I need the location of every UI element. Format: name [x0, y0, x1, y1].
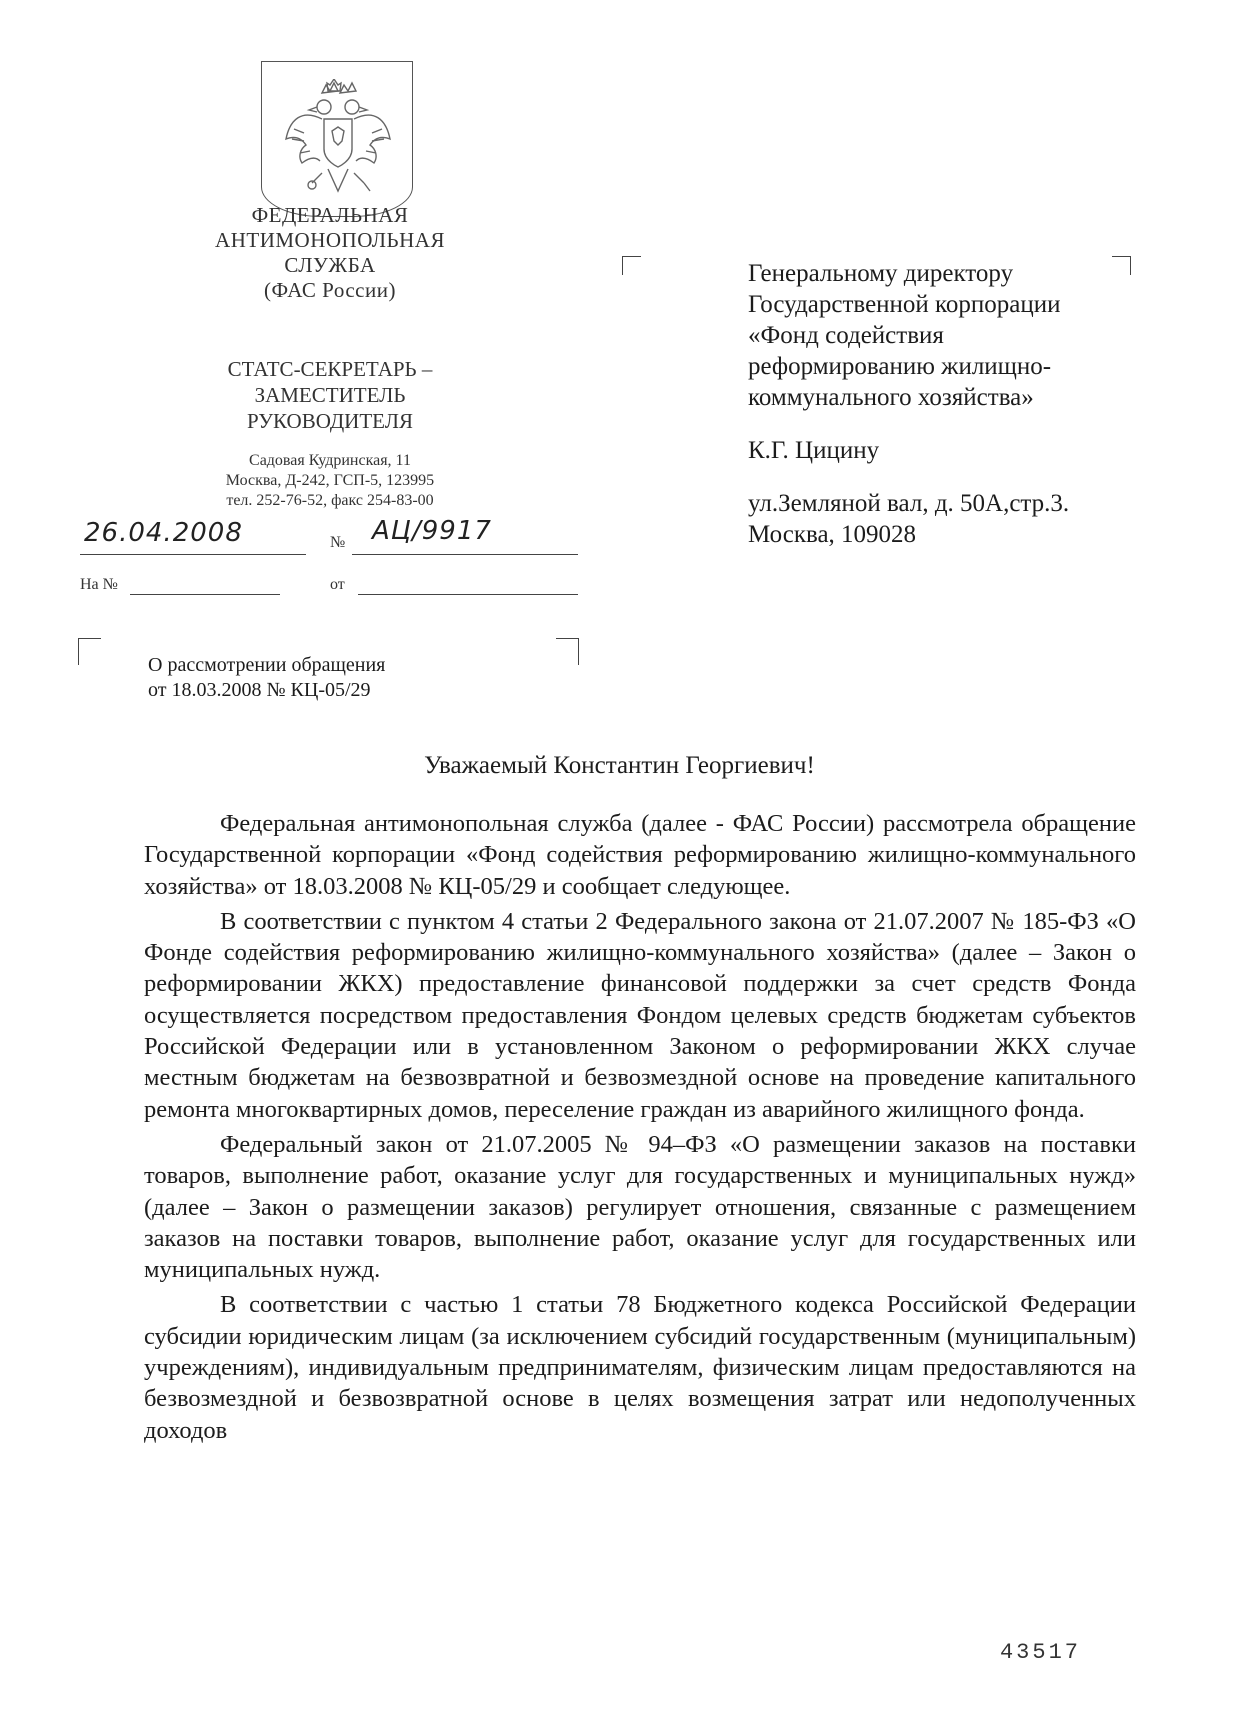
recipient-line: Государственной корпорации	[748, 291, 1061, 318]
subject-line: от 18.03.2008 № КЦ-05/29	[148, 679, 371, 701]
handwritten-number: АЦ/9917	[372, 516, 492, 546]
russian-coat-of-arms-icon	[282, 79, 392, 199]
organization-name	[150, 203, 510, 303]
position-line: РУКОВОДИТЕЛЯ	[247, 409, 413, 433]
subject-corner-top-left	[78, 638, 101, 665]
date-field	[80, 518, 306, 555]
ref-number-label: На №	[80, 576, 118, 593]
address-line: Садовая Кудринская, 11	[249, 452, 411, 469]
org-address	[150, 451, 510, 511]
subject-line: О рассмотрении обращения	[148, 654, 386, 676]
body-paragraph: В соответствии с пунктом 4 статьи 2 Федерального закона от 21.07.2007 № 185-ФЗ «О Фонде содействия реформированию жилищно-коммунального хозяйства» (далее – Закон о реформировании ЖКХ) предоставление финансовой поддержки за счет средств Фонда осуществляется посредством предоставления Фондом целевых средств бюджетам субъектов Российской Федерации или в установленном Законом о реформировании ЖКХ случае местным бюджетам на безвозвратной и безвозмездной основе на проведение капитального ремонта многоквартирных домов, переселение граждан из аварийного жилищного фонда.	[144, 907, 1136, 1123]
org-line: АНТИМОНОПОЛЬНАЯ	[215, 228, 445, 252]
address-line: Москва, Д-242, ГСП-5, 123995	[225, 472, 435, 489]
ref-number-field	[130, 570, 280, 595]
recipient-line: «Фонд содействия	[748, 322, 944, 349]
body-paragraph: В соответствии с частью 1 статьи 78 Бюджетного кодекса Российской Федерации субсидии юридическим лицам (за исключением субсидий государственным (муниципальным) учреждениям), индивидуальным предпринимателям, физическим лицам предоставляются на безвозмездной и безвозвратной основе в целях возмещения затрат или недополученных доходов	[144, 1291, 1136, 1444]
handwritten-date: 26.04.2008	[84, 518, 243, 548]
position-line: СТАТС-СЕКРЕТАРЬ –	[227, 357, 433, 381]
subject-corner-top-right	[556, 638, 579, 665]
letter-body	[144, 808, 1136, 1450]
recipient-line: Генеральному директору	[748, 260, 1014, 287]
address-line: тел. 252-76-52, факс 254-83-00	[226, 492, 434, 509]
org-line: (ФАС России)	[264, 278, 396, 302]
number-label: №	[330, 534, 346, 551]
document-number-stamp: 43517	[999, 1640, 1081, 1665]
recipient-line: коммунального хозяйства»	[748, 384, 1034, 411]
number-field	[352, 516, 578, 555]
org-line: СЛУЖБА	[284, 253, 376, 277]
ref-date-field	[358, 570, 578, 595]
recipient-address-line: Москва, 109028	[748, 521, 917, 548]
ref-date-label: от	[330, 576, 345, 593]
position-line: ЗАМЕСТИТЕЛЬ	[254, 383, 406, 407]
recipient-address-line: ул.Земляной вал, д. 50А,стр.3.	[748, 490, 1070, 517]
org-line: ФЕДЕРАЛЬНАЯ	[251, 203, 409, 227]
emblem-frame	[261, 61, 413, 217]
body-paragraph: Федеральный закон от 21.07.2005 № 94–ФЗ «О размещении заказов на поставки товаров, выполнение работ, оказание услуг для государственных и муниципальных нужд» (далее – Закон о размещении заказов) регулирует отношения, связанные с размещением заказов на поставки товаров, выполнение работ, оказание услуг для государственных или муниципальных нужд.	[144, 1130, 1136, 1284]
recipient-line: реформированию жилищно-	[748, 353, 1052, 380]
greeting: Уважаемый Константин Георгиевич!	[424, 752, 815, 779]
recipient-name: К.Г. Цицину	[748, 437, 880, 464]
recipient-block	[748, 258, 1188, 550]
subject-block	[148, 653, 528, 703]
recipient-corner-top-left	[622, 256, 641, 275]
body-paragraph: Федеральная антимонопольная служба (далее - ФАС России) рассмотрела обращение Государственной корпорации «Фонд содействия реформированию жилищно-коммунального хозяйства» от 18.03.2008 № КЦ-05/29 и сообщает следующее.	[144, 810, 1136, 900]
signatory-position	[150, 356, 510, 434]
